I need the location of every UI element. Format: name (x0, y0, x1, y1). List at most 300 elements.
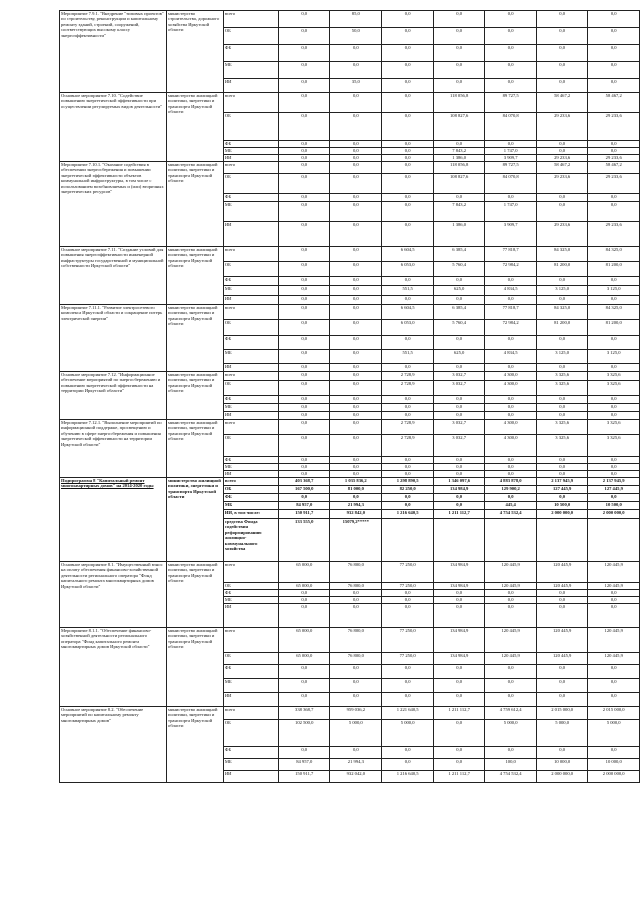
funding-source: ИИ (223, 471, 278, 478)
amount-cell: 0,0 (588, 693, 640, 707)
amount-cell: 0,0 (588, 494, 640, 502)
table-row (60, 628, 640, 653)
amount-cell: 120 445,9 (588, 653, 640, 665)
amount-cell: 0,0 (433, 720, 485, 747)
funding-source: ИИ (223, 155, 278, 162)
amount-cell: 0,0 (485, 693, 537, 707)
amount-cell: 3 325,6 (536, 435, 588, 457)
amount-cell: 625,0 (433, 286, 485, 296)
amount-cell: 0,0 (433, 194, 485, 202)
amount-cell: 0,0 (279, 28, 330, 45)
amount-cell: 1 216 640,5 (382, 771, 434, 783)
amount-cell: 932 842,0 (330, 510, 382, 519)
amount-cell: 0,0 (330, 155, 382, 162)
amount-cell: 7 843,2 (433, 202, 485, 222)
funding-source: ИИ (223, 296, 278, 305)
responsible-executor: министерство жилищной политики, энергетики и транспорта Иркутской области (167, 162, 224, 247)
funding-source: ИИ (223, 604, 278, 628)
amount-cell: 7 843,2 (433, 148, 485, 155)
funding-source: МБ (223, 148, 278, 155)
amount-cell: 3 325,6 (536, 420, 588, 435)
amount-cell: 0,0 (536, 364, 588, 372)
amount-cell: 0,0 (433, 665, 485, 679)
amount-cell: 0,0 (536, 494, 588, 502)
amount-cell: 0,0 (382, 457, 434, 464)
amount-cell: 0,0 (330, 320, 382, 336)
funding-source: всего (223, 162, 278, 174)
amount-cell: 133 555,0 (279, 519, 330, 562)
amount-cell: 102 500,0 (279, 720, 330, 747)
amount-cell: 0,0 (382, 28, 434, 45)
responsible-executor: министерство жилищной политики, энергетики и транспорта Иркутской области (167, 420, 224, 478)
amount-cell: 0,0 (588, 471, 640, 478)
funding-source: ИИ, в том числе: (223, 510, 278, 519)
amount-cell: 0,0 (588, 412, 640, 420)
amount-cell: 120 445,9 (588, 562, 640, 583)
amount-cell: 0,0 (330, 305, 382, 320)
amount-cell: 0,0 (279, 155, 330, 162)
amount-cell: 0,0 (536, 747, 588, 759)
amount-cell: 5 760,4 (433, 320, 485, 336)
amount-cell: 0,0 (330, 693, 382, 707)
amount-cell: 0,0 (485, 336, 537, 350)
amount-cell: 0,0 (536, 296, 588, 305)
amount-cell: 77 250,0 (382, 562, 434, 583)
amount-cell: 120 445,9 (536, 562, 588, 583)
amount-cell: 77 818,7 (485, 247, 537, 262)
funding-source: ОБ (223, 486, 278, 494)
measure-description: Основное мероприятие 8.2. "Обеспечение мероприятий по капитальному ремонту многоквартирных домов" (60, 707, 167, 783)
funding-source: ИИ (223, 79, 278, 93)
funding-source: ФБ (223, 396, 278, 404)
amount-cell: 0,0 (588, 79, 640, 93)
amount-cell: 0,0 (536, 412, 588, 420)
responsible-executor: министерство жилищной политики, энергетики и транспорта Иркутской области (167, 562, 224, 628)
table-row (60, 247, 640, 262)
amount-cell: 0,0 (433, 28, 485, 45)
funding-source: ОБ (223, 435, 278, 457)
amount-cell: 0,0 (279, 148, 330, 155)
table-row (60, 478, 640, 486)
responsible-executor: министерство строительства, дорожного хозяйства Иркутской области (167, 11, 224, 93)
amount-cell: 65 000,0 (279, 562, 330, 583)
amount-cell: 120 445,9 (536, 653, 588, 665)
amount-cell: 29 233,6 (588, 155, 640, 162)
amount-cell: 0,0 (485, 457, 537, 464)
amount-cell: 5 000,0 (382, 720, 434, 747)
amount-cell: 0,0 (279, 11, 330, 28)
amount-cell: 1 747,0 (485, 202, 537, 222)
funding-source: ФБ (223, 277, 278, 286)
amount-cell: 29 233,6 (588, 174, 640, 194)
amount-cell: 2 728,9 (382, 372, 434, 381)
amount-cell: 85,0 (330, 11, 382, 28)
amount-cell: 3 325,6 (536, 381, 588, 396)
amount-cell: 65 000,0 (279, 583, 330, 590)
amount-cell: 118 056,8 (433, 162, 485, 174)
amount-cell: 0,0 (279, 320, 330, 336)
amount-cell: 0,0 (588, 194, 640, 202)
amount-cell: 0,0 (330, 471, 382, 478)
amount-cell: 21 994,3 (330, 502, 382, 510)
amount-cell: 77 250,0 (382, 583, 434, 590)
amount-cell: 0,0 (588, 404, 640, 412)
amount-cell: 6 604,5 (382, 247, 434, 262)
funding-source: ОБ (223, 320, 278, 336)
amount-cell: 0,0 (433, 604, 485, 628)
amount-cell: 0,0 (485, 679, 537, 693)
amount-cell: 84 325,0 (536, 305, 588, 320)
amount-cell: 0,0 (382, 494, 434, 502)
amount-cell: 0,0 (279, 420, 330, 435)
amount-cell: 2 015 000,0 (536, 707, 588, 720)
amount-cell: 6 604,5 (382, 305, 434, 320)
funding-source: ИИ (223, 222, 278, 247)
amount-cell: 3 325,6 (536, 372, 588, 381)
amount-cell: 81 000,0 (330, 486, 382, 494)
amount-cell: 0,0 (485, 604, 537, 628)
amount-cell: 0,0 (485, 412, 537, 420)
amount-cell: 0,0 (382, 277, 434, 286)
funding-source: всего (223, 628, 278, 653)
amount-cell: 0,0 (279, 113, 330, 141)
amount-cell: 58 467,2 (588, 162, 640, 174)
amount-cell: 72 984,2 (485, 262, 537, 277)
amount-cell: 0,0 (536, 11, 588, 28)
amount-cell: 0,0 (433, 457, 485, 464)
amount-cell: 0,0 (330, 336, 382, 350)
amount-cell: 77 250,0 (382, 628, 434, 653)
amount-cell: 0,0 (485, 471, 537, 478)
amount-cell: 4 834,5 (485, 286, 537, 296)
amount-cell: 0,0 (279, 296, 330, 305)
funding-source: всего (223, 11, 278, 28)
amount-cell: 81 200,0 (536, 262, 588, 277)
amount-cell: 0,0 (279, 336, 330, 350)
amount-cell (485, 519, 537, 562)
amount-cell: 0,0 (588, 45, 640, 62)
measure-description: Мероприятие 7.11.1. "Развитие электросетевого комплекса Иркутской области и сокращение потерь электрической энергии" (60, 305, 167, 372)
amount-cell: 120 445,9 (485, 583, 537, 590)
funding-source: ФБ (223, 141, 278, 148)
funding-source: всего (223, 305, 278, 320)
amount-cell: 625,0 (433, 350, 485, 364)
funding-source: МБ (223, 350, 278, 364)
amount-cell: 0,0 (485, 747, 537, 759)
amount-cell: 84 957,0 (279, 502, 330, 510)
amount-cell: 0,0 (279, 604, 330, 628)
amount-cell: 4 300,0 (485, 435, 537, 457)
amount-cell: 0,0 (536, 404, 588, 412)
amount-cell: 29 233,6 (536, 222, 588, 247)
amount-cell: 134 984,9 (433, 628, 485, 653)
amount-cell: 0,0 (588, 148, 640, 155)
amount-cell: 77 818,7 (485, 305, 537, 320)
amount-cell: 77 250,0 (382, 653, 434, 665)
amount-cell: 72 984,2 (485, 320, 537, 336)
amount-cell: 1 346 097,6 (433, 478, 485, 486)
amount-cell: 0,0 (279, 435, 330, 457)
amount-cell: 84 325,0 (536, 247, 588, 262)
amount-cell: 0,0 (588, 202, 640, 222)
amount-cell: 0,0 (330, 286, 382, 296)
amount-cell: 10 500,0 (536, 502, 588, 510)
amount-cell: 76 800,0 (330, 653, 382, 665)
amount-cell: 0,0 (279, 247, 330, 262)
amount-cell: 29 233,6 (588, 113, 640, 141)
amount-cell: 3 125,0 (588, 286, 640, 296)
amount-cell: 0,0 (279, 372, 330, 381)
amount-cell: 35,0 (330, 79, 382, 93)
amount-cell: 0,0 (433, 296, 485, 305)
funding-source: ФБ (223, 457, 278, 464)
amount-cell: 2 000 000,0 (536, 510, 588, 519)
amount-cell: 0,0 (485, 590, 537, 597)
amount-cell: 0,0 (433, 364, 485, 372)
amount-cell: 0,0 (382, 665, 434, 679)
amount-cell: 0,0 (279, 412, 330, 420)
amount-cell: 0,0 (279, 457, 330, 464)
amount-cell: 445,4 (485, 502, 537, 510)
amount-cell: 0,0 (433, 679, 485, 693)
measure-description: Мероприятие 7.9.1. "Внедрение "типовых проектов" по строительству, реконструкции и капитальному ремонту зданий, строений, сооружений, соответствующих высокому классу энергоэффективности" (60, 11, 167, 93)
amount-cell: 0,0 (382, 62, 434, 79)
amount-cell: 127 445,9 (536, 486, 588, 494)
amount-cell: 127 445,9 (588, 486, 640, 494)
amount-cell: 167 500,0 (279, 486, 330, 494)
amount-cell: 120 445,9 (485, 653, 537, 665)
amount-cell: 0,0 (279, 79, 330, 93)
amount-cell: 0,0 (279, 350, 330, 364)
amount-cell: 2 137 945,9 (536, 478, 588, 486)
amount-cell: 84 325,0 (588, 247, 640, 262)
amount-cell: 0,0 (433, 396, 485, 404)
amount-cell: 0,0 (279, 404, 330, 412)
amount-cell: 5 760,4 (433, 262, 485, 277)
amount-cell: 1 221 640,5 (382, 707, 434, 720)
amount-cell: 0,0 (382, 155, 434, 162)
amount-cell: 6 385,4 (433, 305, 485, 320)
amount-cell: 0,0 (382, 93, 434, 113)
amount-cell: 82 250,0 (382, 486, 434, 494)
amount-cell: 0,0 (588, 336, 640, 350)
amount-cell: 4 754 532,4 (485, 510, 537, 519)
amount-cell: 0,0 (485, 79, 537, 93)
amount-cell: 4 300,0 (485, 381, 537, 396)
amount-cell: 29 233,6 (536, 174, 588, 194)
amount-cell: 0,0 (588, 62, 640, 79)
amount-cell: 0,0 (330, 296, 382, 305)
amount-cell: 0,0 (433, 141, 485, 148)
amount-cell: 0,0 (330, 141, 382, 148)
table-row (60, 562, 640, 583)
measure-description: Основное мероприятие 7.11. "Создание условий для повышения энергоэффективности инженерной инфраструктуры государственной и муниципальной собственности Иркутской области" (60, 247, 167, 305)
amount-cell: 0,0 (433, 336, 485, 350)
funding-source: ФБ (223, 336, 278, 350)
amount-cell: 0,0 (330, 457, 382, 464)
amount-cell: 0,0 (330, 747, 382, 759)
responsible-executor: министерство жилищной политики, энергетики и транспорта Иркутской области (167, 305, 224, 372)
amount-cell: 0,0 (588, 590, 640, 597)
amount-cell: 0,0 (382, 597, 434, 604)
amount-cell: 2 000 000,0 (536, 771, 588, 783)
amount-cell: 959 036,2 (330, 707, 382, 720)
amount-cell: 0,0 (382, 148, 434, 155)
funding-source: ИИ (223, 412, 278, 420)
amount-cell: 2 728,9 (382, 420, 434, 435)
amount-cell: 0,0 (536, 45, 588, 62)
amount-cell: 0,0 (330, 665, 382, 679)
amount-cell: 29 233,6 (588, 222, 640, 247)
amount-cell: 0,0 (279, 364, 330, 372)
amount-cell: 0,0 (485, 277, 537, 286)
amount-cell: 0,0 (536, 28, 588, 45)
funding-source: всего (223, 562, 278, 583)
amount-cell: 4 759 612,4 (485, 707, 537, 720)
amount-cell: 81 200,0 (588, 320, 640, 336)
funding-source: МБ (223, 62, 278, 79)
responsible-executor: министерство жилищной политики, энергетики и транспорта Иркутской области (167, 93, 224, 162)
amount-cell: 1 298 890,5 (382, 478, 434, 486)
amount-cell: 0,0 (279, 471, 330, 478)
amount-cell: 6 053,0 (382, 320, 434, 336)
amount-cell: 0,0 (485, 45, 537, 62)
amount-cell: 0,0 (382, 759, 434, 771)
amount-cell: 0,0 (536, 148, 588, 155)
amount-cell: 0,0 (588, 296, 640, 305)
amount-cell: 0,0 (536, 665, 588, 679)
amount-cell: 0,0 (433, 471, 485, 478)
funding-source: МБ (223, 679, 278, 693)
amount-cell: 0,0 (330, 222, 382, 247)
amount-cell: 0,0 (588, 364, 640, 372)
amount-cell: 89 727,5 (485, 162, 537, 174)
amount-cell: 2 000 000,0 (588, 510, 640, 519)
table-row (60, 305, 640, 320)
amount-cell: 0,0 (536, 194, 588, 202)
amount-cell: 0,0 (382, 296, 434, 305)
amount-cell: 0,0 (588, 464, 640, 471)
funding-source: ФБ (223, 194, 278, 202)
amount-cell: 5 000,0 (536, 720, 588, 747)
amount-cell: 3 125,0 (588, 350, 640, 364)
amount-cell: 0,0 (485, 396, 537, 404)
amount-cell: 0,0 (382, 679, 434, 693)
amount-cell: 0,0 (485, 404, 537, 412)
amount-cell: 0,0 (382, 590, 434, 597)
amount-cell: 0,0 (279, 494, 330, 502)
amount-cell: 3 032,7 (433, 420, 485, 435)
funding-source: ФБ (223, 45, 278, 62)
measure-description: Мероприятие 7.12.1. "Выполнение мероприятий по информационной поддержке, просвещению и обучению в сфере энергосбережения и повышения энергетической эффективности на территории Иркутской области" (60, 420, 167, 478)
amount-cell: 0,0 (330, 412, 382, 420)
amount-cell: 5 000,0 (330, 720, 382, 747)
amount-cell: 0,0 (382, 336, 434, 350)
funding-source: ИИ (223, 693, 278, 707)
amount-cell: 0,0 (382, 113, 434, 141)
amount-cell: 65 000,0 (279, 653, 330, 665)
amount-cell: 0,0 (382, 222, 434, 247)
amount-cell: 0,0 (485, 28, 537, 45)
amount-cell (588, 519, 640, 562)
amount-cell: 0,0 (279, 305, 330, 320)
amount-cell: 81 200,0 (588, 262, 640, 277)
amount-cell: 0,0 (279, 202, 330, 222)
amount-cell: 0,0 (485, 194, 537, 202)
amount-cell: 0,0 (485, 296, 537, 305)
amount-cell: 932 042,0 (330, 771, 382, 783)
amount-cell: 0,0 (485, 141, 537, 148)
amount-cell: 0,0 (433, 747, 485, 759)
amount-cell: 0,0 (330, 396, 382, 404)
amount-cell: 0,0 (485, 494, 537, 502)
funding-source: всего (223, 93, 278, 113)
amount-cell: 0,0 (382, 412, 434, 420)
funding-source: ОБ (223, 174, 278, 194)
amount-cell: 0,0 (485, 597, 537, 604)
amount-cell: 118 056,8 (433, 93, 485, 113)
amount-cell: 0,0 (330, 494, 382, 502)
funding-source: ОБ (223, 583, 278, 590)
funding-source: МБ (223, 464, 278, 471)
amount-cell: 120 445,9 (536, 628, 588, 653)
amount-cell: 0,0 (279, 286, 330, 296)
amount-cell: 0,0 (433, 464, 485, 471)
amount-cell: 5 000,0 (588, 720, 640, 747)
amount-cell: 0,0 (382, 364, 434, 372)
amount-cell: 0,0 (279, 62, 330, 79)
amount-cell: 0,0 (330, 597, 382, 604)
amount-cell: 0,0 (330, 590, 382, 597)
funding-source: средства Фонда содействия реформированию жилищно-коммунального хозяйства (223, 519, 278, 562)
funding-source: МБ (223, 759, 278, 771)
amount-cell: 84 070,8 (485, 113, 537, 141)
amount-cell: 3 125,0 (536, 350, 588, 364)
amount-cell: 0,0 (330, 404, 382, 412)
responsible-executor: министерство жилищной политики, энергетики и транспорта Иркутской области (167, 707, 224, 783)
amount-cell: 0,0 (588, 679, 640, 693)
amount-cell: 0,0 (536, 597, 588, 604)
funding-source: всего (223, 372, 278, 381)
amount-cell: 108 827,6 (433, 174, 485, 194)
amount-cell: 0,0 (536, 679, 588, 693)
amount-cell: 0,0 (382, 404, 434, 412)
amount-cell: 29 233,6 (536, 155, 588, 162)
amount-cell: 3 125,0 (536, 286, 588, 296)
amount-cell: 0,0 (588, 28, 640, 45)
funding-source: МБ (223, 502, 278, 510)
amount-cell: 84 070,8 (485, 174, 537, 194)
amount-cell: 0,0 (536, 590, 588, 597)
amount-cell: 0,0 (330, 464, 382, 471)
amount-cell: 15079,2***** (330, 519, 382, 562)
amount-cell (382, 519, 434, 562)
funding-source: ИИ (223, 771, 278, 783)
funding-source: МБ (223, 404, 278, 412)
funding-source: ОБ (223, 28, 278, 45)
amount-cell: 4 300,0 (485, 420, 537, 435)
amount-cell: 0,0 (382, 79, 434, 93)
amount-cell: 4 834,5 (485, 350, 537, 364)
amount-cell: 0,0 (330, 350, 382, 364)
funding-source: ОБ (223, 262, 278, 277)
amount-cell: 129 900,2 (485, 486, 537, 494)
amount-cell: 0,0 (279, 747, 330, 759)
amount-cell: 0,0 (536, 62, 588, 79)
amount-cell: 6 053,0 (382, 262, 434, 277)
amount-cell: 0,0 (279, 665, 330, 679)
table-row (60, 420, 640, 435)
